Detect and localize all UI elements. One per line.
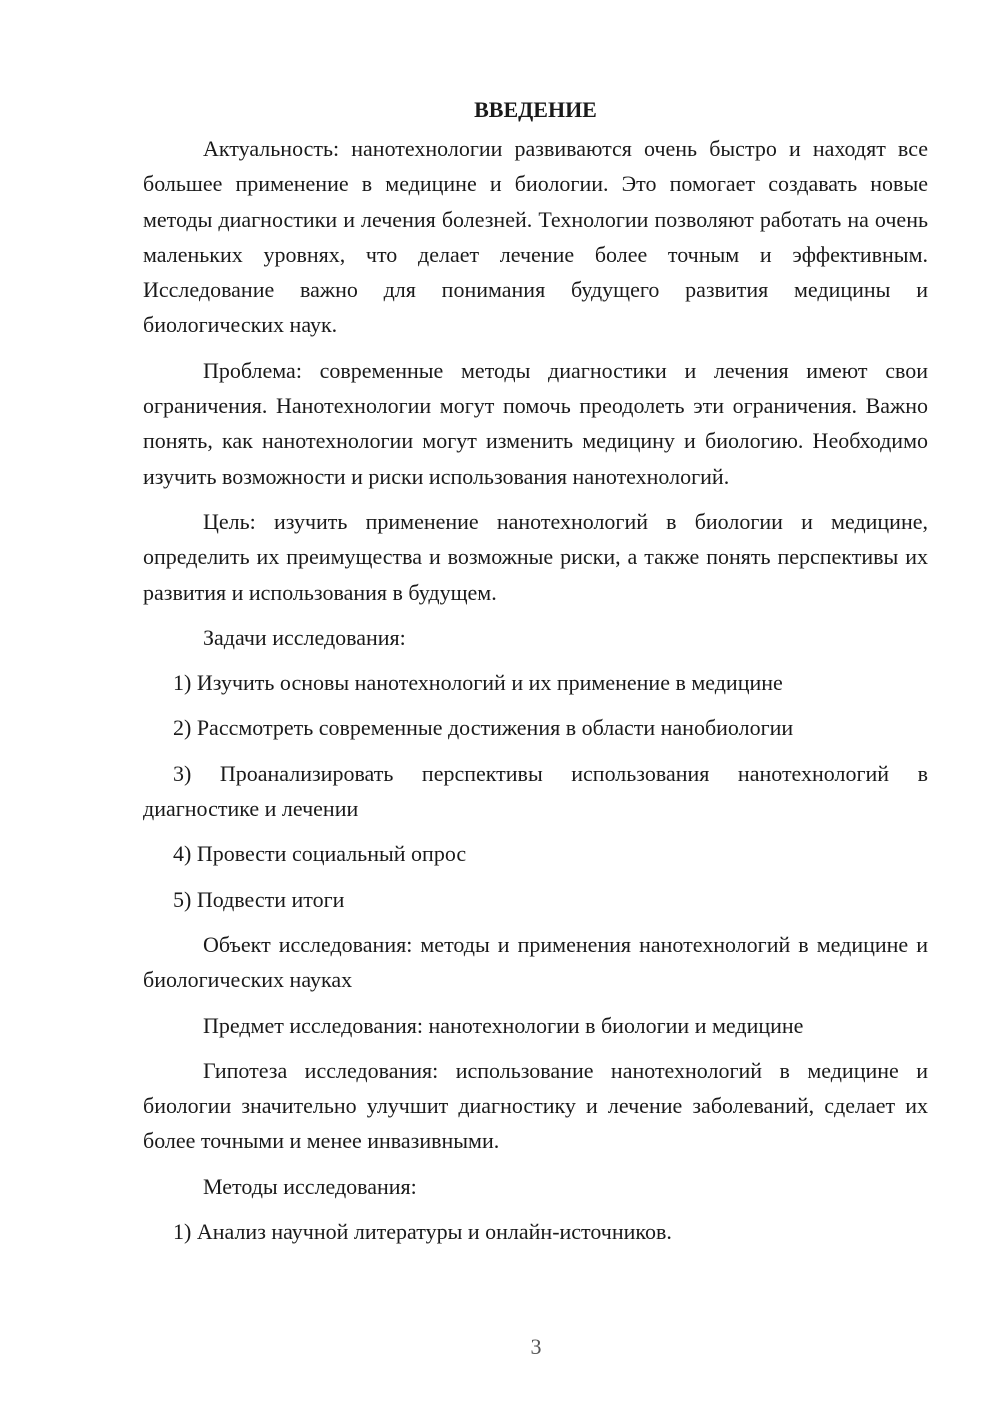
document-page	[143, 92, 928, 1259]
task-item-3: 3) Проанализировать перспективы использования нанотехнологий в диагностике и лечении	[143, 760, 928, 822]
page-number: 3	[530, 1334, 542, 1359]
section-heading: ВВЕДЕНИЕ	[474, 97, 597, 122]
paragraph-methods-title: Методы исследования:	[203, 1173, 417, 1199]
task-item-1: 1) Изучить основы нанотехнологий и их применение в медицине	[173, 670, 783, 696]
paragraph-hypothesis: Гипотеза исследования: использование нанотехнологий в медицине и биологии значительно улучшит диагностику и лечение заболеваний, сделает их более точными и менее инвазивными.	[143, 1057, 928, 1154]
paragraph-subject: Предмет исследования: нанотехнологии в биологии и медицине	[203, 1012, 804, 1038]
paragraph-tasks-title: Задачи исследования:	[203, 624, 406, 650]
paragraph-problem: Проблема: современные методы диагностики и лечения имеют свои ограничения. Нанотехнологии могут помочь преодолеть эти ограничения. Важно понять, как нанотехнологии могут изменить медицину и биологию. Необходимо изучить возможности и риски использования нанотехнологий.	[143, 357, 928, 489]
method-item-1: 1) Анализ научной литературы и онлайн-источников.	[173, 1219, 672, 1245]
task-item-5: 5) Подвести итоги	[173, 886, 345, 912]
paragraph-object: Объект исследования: методы и применения нанотехнологий в медицине и биологических науках	[143, 931, 928, 993]
paragraph-goal: Цель: изучить применение нанотехнологий в биологии и медицине, определить их преимущества и возможные риски, а также понять перспективы их развития и использования в будущем.	[143, 508, 928, 605]
task-item-2: 2) Рассмотреть современные достижения в области нанобиологии	[173, 715, 794, 741]
task-item-4: 4) Провести социальный опрос	[173, 841, 467, 867]
paragraph-relevance: Актуальность: нанотехнологии развиваются очень быстро и находят все большее применение в медицине и биологии. Это помогает создавать новые методы диагностики и лечения болезней. Технологии позволяют работать на очень маленьких уровнях, что делает лечение более точным и эффективным. Исследование важно для понимания будущего развития медицины и биологических наук.	[143, 136, 928, 338]
